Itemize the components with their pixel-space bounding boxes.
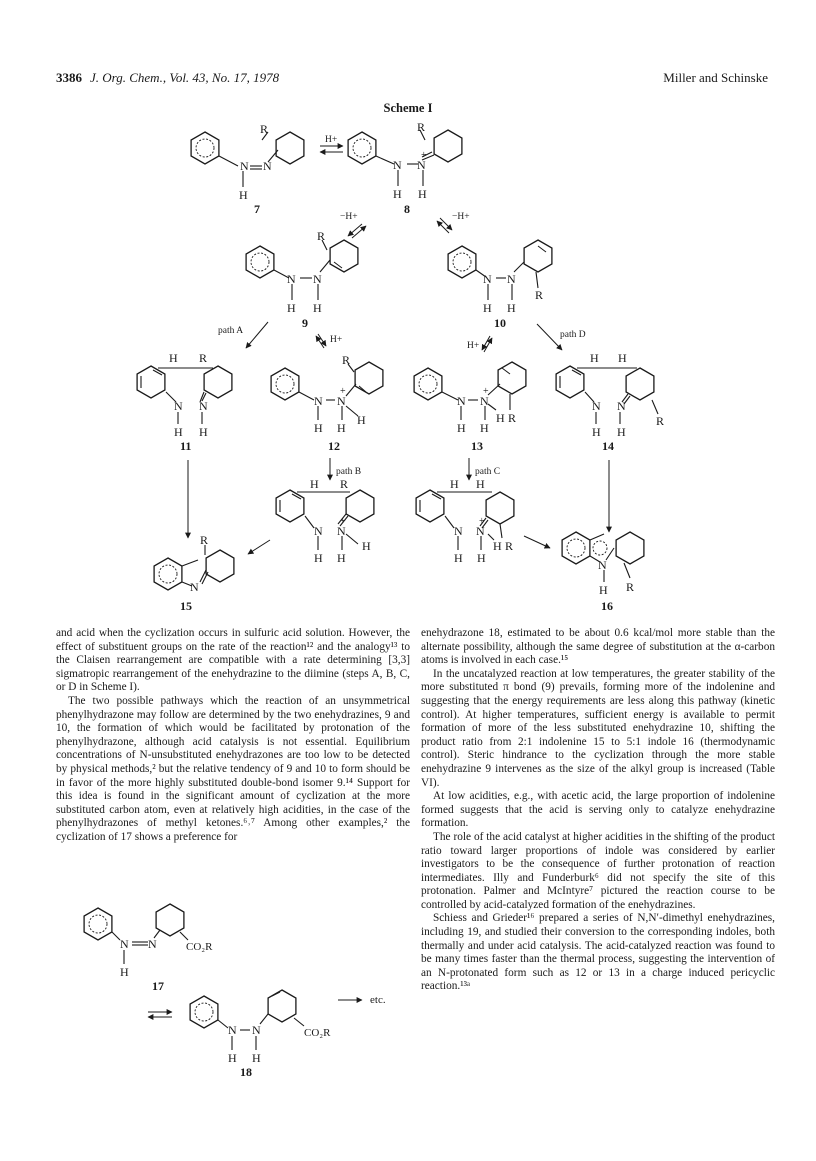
svg-text:H: H — [590, 351, 599, 365]
compound-14 — [556, 366, 658, 424]
compound-label-15: 15 — [180, 599, 192, 613]
etc-label: etc. — [370, 994, 386, 1006]
compound-label-14: 14 — [602, 439, 614, 453]
svg-text:+: + — [483, 386, 489, 397]
minus-h-plus-label-right: −H+ — [452, 212, 470, 222]
svg-text:N: N — [240, 159, 249, 173]
compound-16 — [562, 532, 644, 582]
svg-text:N: N — [174, 399, 183, 413]
equilibrium-arrow-8-9 — [348, 224, 366, 238]
svg-text:R: R — [317, 229, 326, 243]
paragraph: and acid when the cyclization occurs in sulfuric acid solution. However, the effect of substituent groups on the rate of the reaction¹² and the analogy¹³ to the Claisen rearrangement are compatible with a rate determining [3,3] sigmatropic rearrangement of the enehydrazine to the diimine (steps A, B, C, or D in Scheme I). — [56, 627, 410, 694]
equilibrium-arrow-9-12 — [316, 334, 326, 348]
compound-8 — [348, 130, 462, 186]
svg-text:N: N — [480, 394, 489, 408]
journal-citation: J. Org. Chem., Vol. 43, No. 17, 1978 — [90, 70, 280, 85]
svg-text:H: H — [450, 477, 459, 491]
equilibrium-arrow-7-8 — [320, 146, 343, 152]
paragraph: The role of the acid catalyst at higher acidities in the shifting of the product ratio toward larger proportions of indole was considered by earlier investigators to be the consequence of further protonation of reaction intermediates. Illy and Funderburk⁶ did not specify the site of this protonation. Palmer and McIntyre⁷ pictured the reaction course to be controlled by acid-catalyzed formation of the enehydrazines. — [421, 830, 775, 911]
svg-text:H: H — [174, 425, 183, 439]
svg-text:H: H — [483, 301, 492, 315]
svg-text:H: H — [314, 551, 323, 565]
svg-text:H: H — [120, 965, 129, 979]
svg-text:R: R — [508, 411, 517, 425]
equilibrium-arrow-10-13 — [482, 336, 492, 352]
svg-text:+: + — [421, 150, 427, 161]
svg-text:N: N — [476, 524, 485, 538]
svg-text:N: N — [483, 272, 492, 286]
svg-text:N: N — [314, 524, 323, 538]
svg-text:N: N — [457, 394, 466, 408]
svg-text:H: H — [337, 421, 346, 435]
svg-text:R: R — [417, 120, 426, 134]
svg-text:N: N — [393, 158, 402, 172]
compound-label-18: 18 — [240, 1065, 252, 1079]
compound-label-8: 8 — [404, 202, 410, 216]
svg-text:N: N — [120, 937, 129, 951]
svg-text:H: H — [239, 188, 248, 202]
equilibrium-arrow-8-10 — [437, 218, 452, 233]
svg-text:R: R — [200, 533, 209, 547]
compound-9 — [246, 240, 358, 300]
svg-text:H: H — [493, 539, 502, 553]
svg-text:H: H — [496, 411, 505, 425]
path-d-arrow — [537, 324, 562, 350]
svg-text:R: R — [342, 353, 351, 367]
svg-text:N: N — [252, 1023, 261, 1037]
h-plus-label: H+ — [325, 135, 338, 145]
compound-12 — [271, 362, 383, 420]
scheme-title: Scheme I — [383, 101, 433, 115]
svg-text:N: N — [287, 272, 296, 286]
left-column — [56, 627, 410, 845]
svg-text:N: N — [454, 524, 463, 538]
svg-text:N: N — [598, 558, 607, 572]
svg-text:R: R — [535, 288, 544, 302]
svg-text:H: H — [476, 477, 485, 491]
svg-text:N: N — [337, 524, 346, 538]
svg-text:R: R — [260, 122, 269, 136]
svg-text:N: N — [314, 394, 323, 408]
svg-text:+: + — [340, 386, 346, 397]
svg-text:N: N — [617, 399, 626, 413]
svg-text:H: H — [393, 187, 402, 201]
svg-text:N: N — [592, 399, 601, 413]
compound-label-17: 17 — [152, 979, 164, 993]
compound-11 — [137, 366, 232, 424]
page-number: 3386 — [56, 70, 82, 85]
svg-text:N: N — [263, 159, 272, 173]
svg-text:H: H — [617, 425, 626, 439]
svg-text:H: H — [199, 425, 208, 439]
h-plus-label-9: H+ — [330, 335, 343, 345]
svg-text:H: H — [618, 351, 627, 365]
svg-text:H: H — [477, 551, 486, 565]
svg-text:H: H — [252, 1051, 261, 1065]
compound-label-16: 16 — [601, 599, 613, 613]
svg-text:N: N — [417, 158, 426, 172]
svg-text:H: H — [454, 551, 463, 565]
paragraph: The two possible pathways which the reaction of an unsymmetrical phenylhydrazone may follow are determined by the two enehydrazines, 9 and 10, the formation of which would be facilitated by protonation of the phenylhydrazone, although acid catalysis is not essential. Equilibrium concentrations of N-unsubstituted enehydrazones are too low to be detected by physical methods,² but the relative tendency of 9 and 10 to form should be in favor of the more highly substituted double-bond isomer 9.¹⁴ Support for this idea is found in the significant amount of cyclization at the more substituted carbon atom, even at relatively high acidities, in the case of the phenylhydrazones of methyl ketones.⁶˒⁷ Among other examples,² the cyclization of 17 shows a preference for — [56, 694, 410, 843]
svg-text:H: H — [418, 187, 427, 201]
paragraph: enehydrazone 18, estimated to be about 0.6 kcal/mol more stable than the alternate possibility, although the same degree of substitution at the α-carbon atoms is involved in each case.¹⁵ — [421, 627, 775, 667]
svg-text:N: N — [337, 394, 346, 408]
svg-text:N: N — [190, 580, 199, 594]
compound-label-10: 10 — [494, 316, 506, 330]
path-a-arrow — [246, 322, 268, 348]
compound-label-9: 9 — [302, 316, 308, 330]
svg-text:H: H — [287, 301, 296, 315]
arrow-c-to-16 — [524, 536, 550, 548]
compound-17 — [84, 904, 188, 964]
equilibrium-arrow-17-18 — [148, 1012, 172, 1017]
compound-label-12: 12 — [328, 439, 340, 453]
svg-text:+: + — [340, 516, 346, 527]
svg-text:R: R — [199, 351, 208, 365]
svg-text:R: R — [656, 414, 665, 428]
co2r-label-18: CO₂R — [304, 1027, 331, 1039]
svg-text:N: N — [148, 937, 157, 951]
svg-text:R: R — [505, 539, 514, 553]
compound-label-11: 11 — [180, 439, 192, 453]
paragraph: In the uncatalyzed reaction at low temperatures, the greater stability of the more substituted π bond (9) prevails, forming more of the indolenine and suggesting that the energy requirements are less along this pathway (kinetic control). At higher temperatures, sufficient energy is available to permit formation of more of the less substituted enehydrazine 10, shifting the product ratio from 2:1 indolenine 15 to 5:1 indole 16 (thermodynamic control). Steric hindrance to the cyclization through the more stable enehydrazine 9 intervenes as the size of the alkyl group is increased (Table VI). — [421, 667, 775, 789]
paragraph: At low acidities, e.g., with acetic acid, the large proportion of indolenine formed suggests that the acid is serving only to catalyze enehydrazine formation. — [421, 790, 775, 830]
path-a-label: path A — [218, 326, 244, 336]
right-column — [421, 627, 775, 994]
svg-text:H: H — [310, 477, 319, 491]
minus-h-plus-label-left: −H+ — [340, 212, 358, 222]
svg-text:H: H — [457, 421, 466, 435]
h-plus-label-10: H+ — [467, 341, 480, 351]
arrow-b-to-15 — [248, 540, 270, 554]
svg-text:H: H — [507, 301, 516, 315]
svg-text:R: R — [626, 580, 635, 594]
svg-text:N: N — [228, 1023, 237, 1037]
svg-text:H: H — [357, 413, 366, 427]
svg-text:N: N — [313, 272, 322, 286]
paragraph: Schiess and Grieder¹⁶ prepared a series of N,N′-dimethyl enehydrazines, including 19, and studied their conversion to the corresponding indoles, both thermally and under acid catalysis. The acid-catalyzed reaction was found to be many times faster than the thermal process, suggesting the intervention of an N-protonated form such as 12 or 13 in a charge induced pericyclic reaction.¹³ᵃ — [421, 912, 775, 993]
path-b-label: path B — [336, 467, 362, 477]
protonated-diimine-b — [276, 490, 374, 550]
svg-text:H: H — [592, 425, 601, 439]
svg-text:+: + — [479, 516, 485, 527]
svg-text:N: N — [199, 399, 208, 413]
svg-text:H: H — [228, 1051, 237, 1065]
svg-text:N: N — [507, 272, 516, 286]
path-d-label: path D — [560, 330, 586, 340]
path-c-label: path C — [475, 467, 501, 477]
svg-text:H: H — [480, 421, 489, 435]
svg-text:H: H — [314, 421, 323, 435]
co2r-label-17: CO₂R — [186, 941, 213, 953]
svg-text:H: H — [337, 551, 346, 565]
compound-18 — [190, 990, 304, 1050]
svg-text:H: H — [362, 539, 371, 553]
compound-label-7: 7 — [254, 202, 260, 216]
svg-text:H: H — [169, 351, 178, 365]
svg-text:H: H — [313, 301, 322, 315]
svg-text:H: H — [599, 583, 608, 597]
running-authors: Miller and Schinske — [663, 70, 768, 85]
svg-text:R: R — [340, 477, 349, 491]
compound-label-13: 13 — [471, 439, 483, 453]
